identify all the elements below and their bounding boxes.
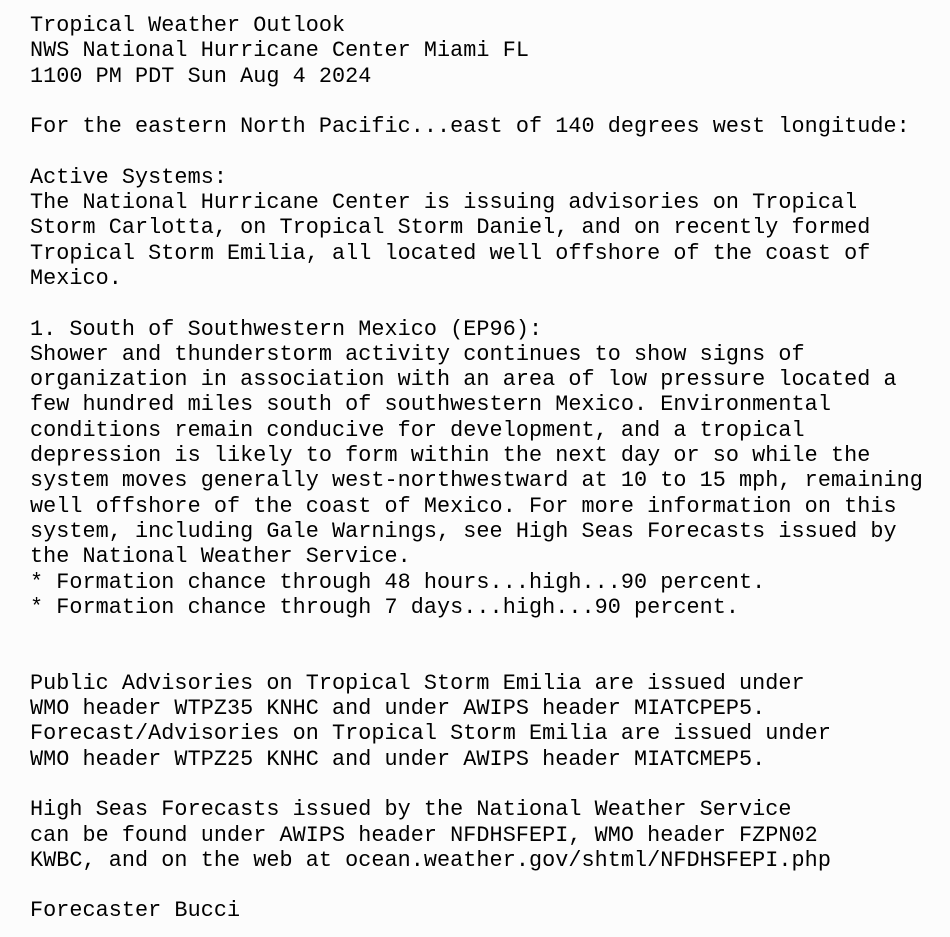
text-line: Mexico. <box>30 265 122 291</box>
active-systems-section <box>30 165 940 291</box>
basin-scope <box>30 114 940 139</box>
text-line: High Seas Forecasts issued by the National Weather Service <box>30 797 792 823</box>
text-line: Storm Carlotta, on Tropical Storm Daniel, and on recently formed <box>30 215 871 241</box>
text-line: can be found under AWIPS header NFDHSFEPI, WMO header FZPN02 <box>30 822 818 848</box>
text-line: conditions remain conducive for development, and a tropical <box>30 417 805 443</box>
text-line: WMO header WTPZ35 KNHC and under AWIPS header MIATCPEP5. <box>30 696 766 722</box>
text-line: well offshore of the coast of Mexico. For more information on this <box>30 493 897 519</box>
signature-section <box>30 898 940 923</box>
formation-chance-48hr: * Formation chance through 48 hours...high...90 percent. <box>30 569 766 595</box>
text-line: Tropical Storm Emilia, all located well offshore of the coast of <box>30 240 871 266</box>
text-line: system moves generally west-northwestward at 10 to 15 mph, remaining <box>30 468 923 494</box>
text-line: system, including Gale Warnings, see High Seas Forecasts issued by <box>30 518 897 544</box>
product-title: Tropical Weather Outlook <box>30 13 346 38</box>
formation-chance-7day: * Formation chance through 7 days...high...90 percent. <box>30 594 740 620</box>
high-seas-url-line: KWBC, and on the web at ocean.weather.gov/shtml/NFDHSFEPI.php <box>30 847 831 873</box>
advisory-headers-section <box>30 671 940 772</box>
text-line: WMO header WTPZ25 KNHC and under AWIPS header MIATCMEP5. <box>30 746 766 772</box>
basin-scope-line: For the eastern North Pacific...east of 140 degrees west longitude: <box>30 114 910 140</box>
text-line: Forecast/Advisories on Tropical Storm Emilia are issued under <box>30 721 831 747</box>
issuance-time: 1100 PM PDT Sun Aug 4 2024 <box>30 63 372 89</box>
high-seas-section <box>30 797 940 873</box>
text-line: Public Advisories on Tropical Storm Emilia are issued under <box>30 670 805 696</box>
text-line: depression is likely to form within the next day or so while the <box>30 443 871 469</box>
outlook-item-1-section <box>30 317 940 621</box>
text-line: Shower and thunderstorm activity continues to show signs of <box>30 341 805 367</box>
text-line: few hundred miles south of southwestern Mexico. Environmental <box>30 392 831 418</box>
forecaster-signature: Forecaster Bucci <box>30 898 241 924</box>
issuing-office: NWS National Hurricane Center Miami FL <box>30 38 529 64</box>
product-header <box>30 13 940 89</box>
outlook-item-1-heading: 1. South of Southwestern Mexico (EP96): <box>30 316 543 342</box>
text-line: organization in association with an area of low pressure located a <box>30 367 897 393</box>
text-line: The National Hurricane Center is issuing advisories on Tropical <box>30 190 858 216</box>
text-line: the National Weather Service. <box>30 544 411 570</box>
active-systems-heading: Active Systems: <box>30 164 227 190</box>
